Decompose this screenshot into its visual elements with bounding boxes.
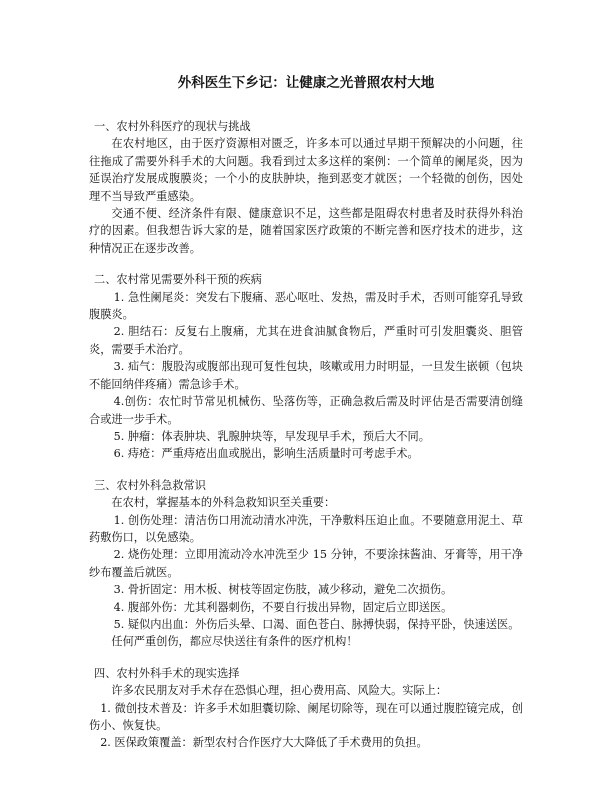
document-body	[89, 118, 523, 752]
paragraph: 许多农民朋友对手术存在恐惧心理，担心费用高、风险大。实际上：	[111, 684, 448, 698]
paragraph: 交通不便、经济条件有限、健康意识不足，这些都是阻碍农村患者及时获得外科治疗的因素。但我想告诉大家的是，随着国家医疗政策的不断完善和医疗技术的进步，这种情况正在逐步改善。	[89, 207, 523, 255]
paragraph: 任何严重创伤，都应尽快送往有条件的医疗机构！	[111, 635, 358, 649]
section-heading: 四、农村外科手术的现实选择	[94, 666, 240, 680]
list-item: 3. 疝气：腹股沟或腹部出现可复性包块，咳嗽或用力时明显，一旦发生嵌顿（包块不能回纳伴疼痛）需急诊手术。	[89, 360, 523, 391]
list-item: 5. 肿瘤：体表肿块、乳腺肿块等，早发现早手术，预后大不同。	[113, 429, 430, 443]
list-item: 3. 骨折固定：用木板、树枝等固定伤肢，减少移动，避免二次损伤。	[113, 583, 453, 597]
list-item: 4.创伤：农忙时节常见机械伤、坠落伤等，正确急救后需及时评估是否需要清创缝合或进一步手术。	[89, 395, 523, 426]
list-item: 2. 胆结石：反复右上腹痛，尤其在进食油腻食物后，严重时可引发胆囊炎、胆管炎，需要手术治疗。	[89, 325, 523, 356]
section-heading: 三、农村外科急救常识	[94, 478, 206, 492]
section-spacer	[89, 257, 523, 271]
list-item: 6. 痔疮：严重痔疮出血或脱出，影响生活质量时可考虑手术。	[113, 447, 419, 461]
section-heading: 一、农村外科医疗的现状与挑战	[94, 120, 251, 133]
section-spacer	[89, 463, 523, 477]
list-item: 1. 急性阑尾炎：突发右下腹痛、恶心呕吐、发热，需及时手术，否则可能穿孔导致腹膜炎。	[89, 290, 523, 322]
list-item: 2. 医保政策覆盖：新型农村合作医疗大大降低了手术费用的负担。	[100, 736, 428, 750]
paragraph: 在农村地区，由于医疗资源相对匮乏，许多本可以通过早期干预解决的小问题，往往拖成了需要外科手术的大问题。我看到过太多这样的案例：一个简单的阑尾炎，因为延误治疗发展成腹膜炎；一个小的皮肤肿块，拖到恶变才就医；一个轻微的创伤，因处理不当导致严重感染。	[89, 137, 523, 203]
document-title: 外科医生下乡记：让健康之光普照农村大地	[177, 75, 435, 91]
list-item: 2. 烧伤处理：立即用流动冷水冲洗至少 15 分钟，不要涂抹酱油、牙膏等，用干净纱布覆盖后就医。	[89, 548, 523, 579]
list-item: 5. 疑似内出血：外伤后头晕、口渴、面色苍白、脉搏快弱，保持平卧，快速送医。	[113, 617, 520, 631]
list-item: 1. 创伤处理：清洁伤口用流动清水冲洗，干净敷料压迫止血。不要随意用泥土、草药敷伤口，以免感染。	[89, 513, 523, 544]
section-heading: 二、农村常见需要外科干预的疾病	[94, 273, 262, 287]
list-item: 1. 微创技术普及：许多手术如胆囊切除、阑尾切除等，现在可以通过腹腔镜完成，创伤小、恢复快。	[89, 701, 523, 732]
section-spacer	[89, 651, 523, 665]
list-item: 4. 腹部外伤：尤其利器刺伤，不要自行拔出异物，固定后立即送医。	[113, 600, 453, 614]
paragraph: 在农村，掌握基本的外科急救知识至关重要：	[111, 496, 336, 510]
